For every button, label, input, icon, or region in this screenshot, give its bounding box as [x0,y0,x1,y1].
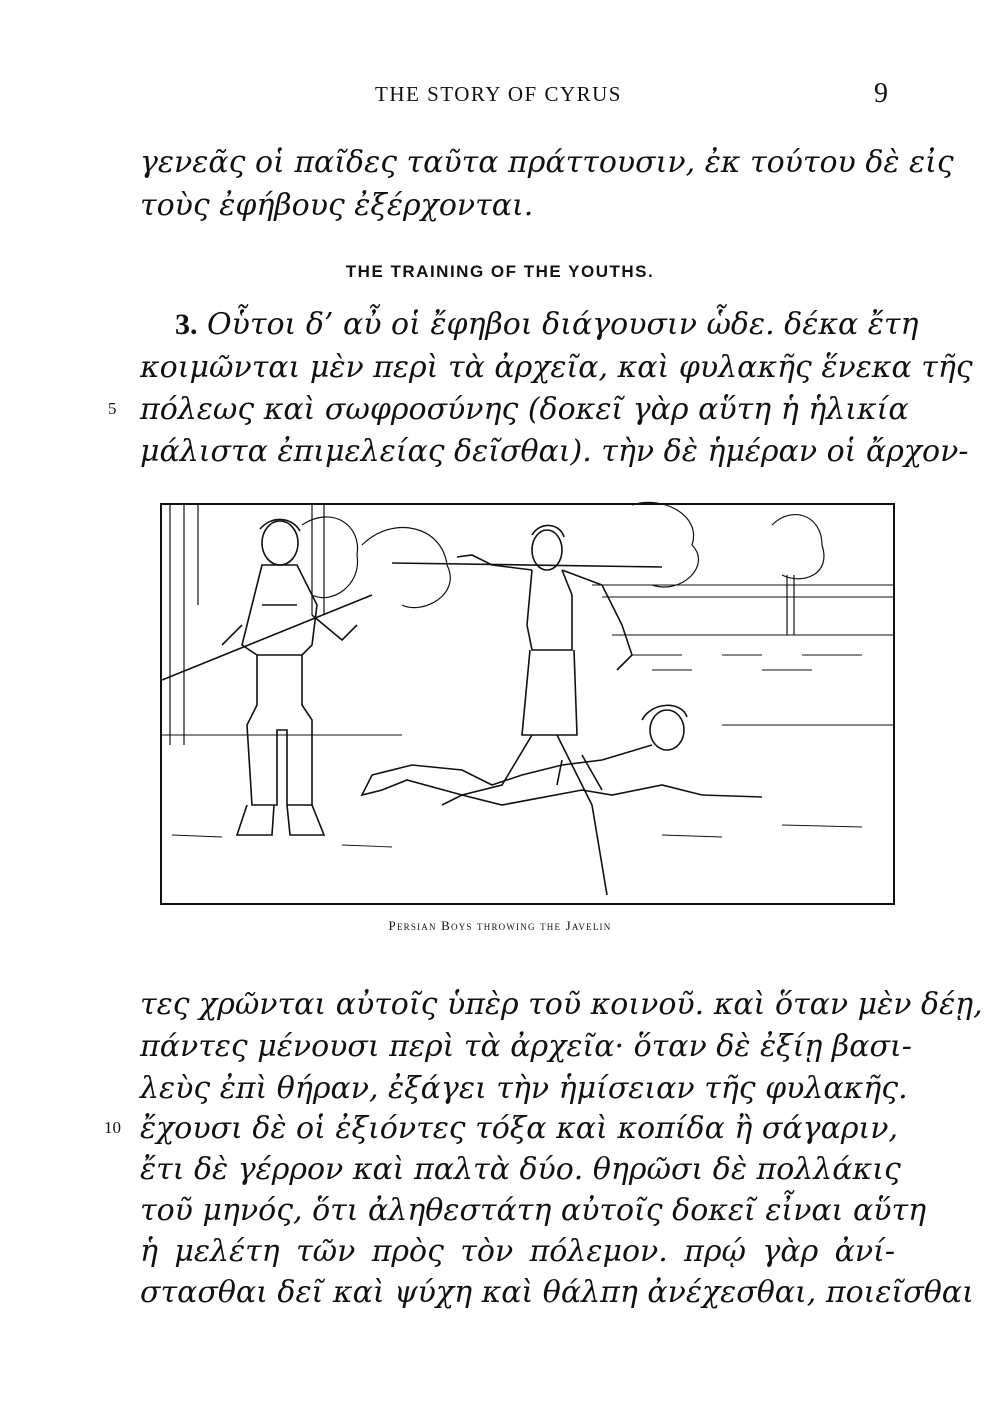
text-line: ἡ μελέτη τῶν πρὸς τὸν πόλεμον. πρῴ γὰρ ἀνί- [140,1234,895,1269]
ground-strokes [172,825,862,847]
text-line: τες χρῶνται αὐτοῖς ὑπὲρ τοῦ κοινοῦ. καὶ ὅταν μὲν δέῃ, [140,987,983,1022]
illustration-drawing [162,505,893,903]
horizon-lines [162,585,893,735]
crouching-youth-figure [362,705,762,805]
running-head [0,78,1000,112]
section-heading: THE TRAINING OF THE YOUTHS. [345,262,655,281]
section-first-line [175,305,919,345]
text-line: πάντες μένουσι περὶ τὰ ἀρχεῖα· ὅταν δὲ ἐξίῃ βασι- [140,1029,912,1064]
text-line: τοὺς ἐφήβους ἐξέρχονται. [140,188,534,223]
text-line: γενεᾶς οἱ παῖδες ταῦτα πράττουσιν, ἐκ τούτου δὲ εἰς [140,145,954,180]
text-line: κοιμῶνται μὲν περὶ τὰ ἀρχεῖα, καὶ φυλακῆς ἕνεκα τῆς [140,350,973,385]
page-number: 9 [874,78,888,109]
standing-youth-figure [162,519,372,835]
background-trees [170,502,824,745]
javelin-thrower-figure [392,525,662,895]
javelin-illustration [160,503,895,905]
section-number: 3. [175,308,198,341]
running-title: THE STORY OF CYRUS [375,82,622,106]
text-line: πόλεως καὶ σωφροσύνης (δοκεῖ γὰρ αὕτη ἡ ἡλικία [140,392,909,427]
text-line: στασθαι δεῖ καὶ ψύχη καὶ θάλπη ἀνέχεσθαι, ποιεῖσθαι [140,1275,974,1310]
text-line: μάλιστα ἐπιμελείας δεῖσθαι). τὴν δὲ ἡμέραν οἱ ἄρχον- [140,434,969,469]
text-line: λεὺς ἐπὶ θήραν, ἐξάγει τὴν ἡμίσειαν τῆς φυλακῆς. [140,1071,908,1106]
figure-caption: Persian Boys throwing the Javelin [388,918,612,933]
line-number-10: 10 [104,1118,121,1137]
section-first-line-text: Οὗτοι δ’ αὖ οἱ ἔφηβοι διάγουσιν ὧδε. δέκα ἔτη [207,307,919,342]
text-line: τοῦ μηνός, ὅτι ἀληθεστάτη αὐτοῖς δοκεῖ εἶναι αὕτη [140,1193,927,1228]
text-line: ἔχουσι δὲ οἱ ἐξιόντες τόξα καὶ κοπίδα ἢ σάγαριν, [140,1111,899,1146]
text-line: ἔτι δὲ γέρρον καὶ παλτὰ δύο. θηρῶσι δὲ πολλάκις [140,1152,901,1187]
line-number-5: 5 [108,399,117,418]
